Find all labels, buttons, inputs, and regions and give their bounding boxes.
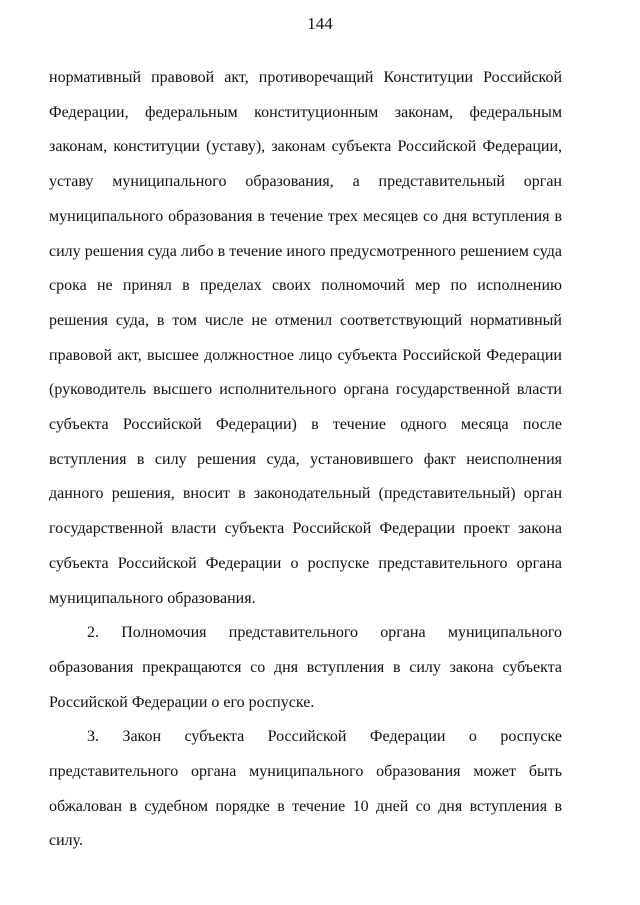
paragraph-3: 3. Закон субъекта Российской Федерации о роспуске представительного органа муниципального образования может быть обжалован в судебном порядке в течение 10 дней со дня вступления в силу.: [49, 728, 562, 850]
document-body: [49, 61, 562, 859]
paragraph-continuation: нормативный правовой акт, противоречащий Конституции Российской Федерации, федеральным конституционным законам, федеральным законам, конституции (уставу), законам субъекта Российской Федерации, уставу муниципального образования, а представительный орган муниципального образования в течение трех месяцев со дня вступления в силу решения суда либо в течение иного предусмотренного решением суда срока не принял в пределах своих полномочий мер по исполнению решения суда, в том числе не отменил соответствующий нормативный правовой акт, высшее должностное лицо субъекта Российской Федерации (руководитель высшего исполнительного органа государственной власти субъекта Российской Федерации) в течение одного месяца после вступления в силу решения суда, установившего факт неисполнения данного решения, вносит в законодательный (представительный) орган государственной власти субъекта Российской Федерации проект закона субъекта Российской Федерации о роспуске представительного органа муниципального образования.: [49, 69, 562, 607]
paragraph-2: 2. Полномочия представительного органа муниципального образования прекращаются со дня вступления в силу закона субъекта Российской Федерации о его роспуске.: [49, 624, 562, 711]
page-number: 144: [307, 14, 333, 33]
